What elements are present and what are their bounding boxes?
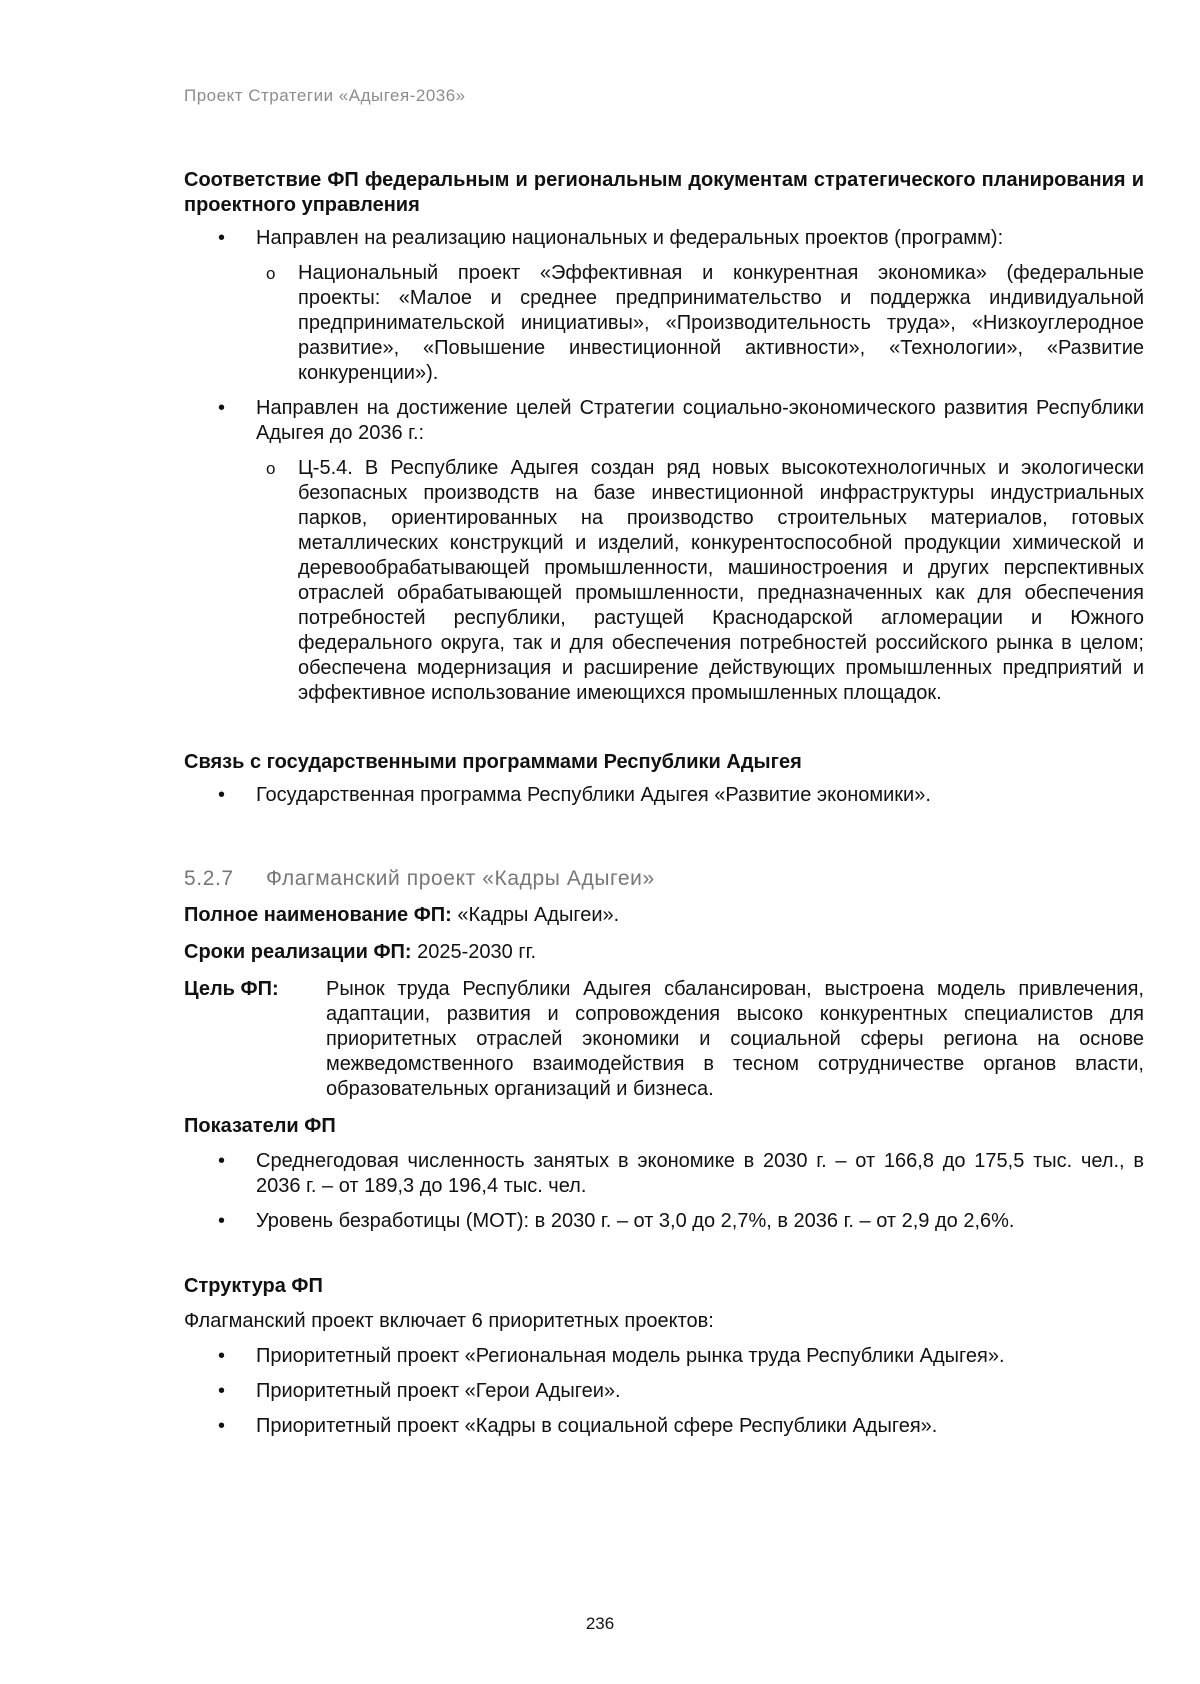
section-number: 5.2.7	[184, 867, 234, 890]
full-name-value: «Кадры Адыгеи».	[451, 904, 620, 926]
structure-list	[184, 1344, 1144, 1439]
list-item: • Уровень безработицы (МОТ): в 2030 г. – от 3,0 до 2,7%, в 2036 г. – от 2,9 до 2,6%.	[184, 1209, 1144, 1234]
sub-list-item: o Ц-5.4. В Республике Адыгея создан ряд новых высокотехнологичных и экологически безопасных производств на базе инвестиционной инфраструктуры индустриальных парков, ориентированных на производство строительных материалов, готовых металлических конструкций и изделий, конкурентоспособной продукции химической и деревообрабатывающей промышленности, машиностроения и других перспективных отраслей обрабатывающей промышленности, предназначенных как для обеспечения потребностей республики, растущей Краснодарской агломерации и Южного федерального округа, так и для обеспечения потребностей российского рынка в целом; обеспечена модернизация и расширение действующих промышленных предприятий и эффективное использование имеющихся промышленных площадок.	[184, 456, 1144, 706]
programs-heading: Связь с государственными программами Республики Адыгея	[184, 751, 802, 773]
list-item: • Приоритетный проект «Кадры в социальной сфере Республики Адыгея».	[184, 1414, 1144, 1439]
structure-intro: Флагманский проект включает 6 приоритетных проектов:	[184, 1310, 714, 1332]
compliance-heading: Соответствие ФП федеральным и региональным документам стратегического планирования и проектного управления	[184, 169, 1144, 216]
full-name-label: Полное наименование ФП:	[184, 904, 452, 926]
structure-heading: Структура ФП	[184, 1275, 323, 1297]
list-item: • Приоритетный проект «Герои Адыгеи».	[184, 1379, 1144, 1404]
section-title-text: Флагманский проект «Кадры Адыгеи»	[266, 867, 655, 890]
sub-list	[256, 456, 1144, 706]
goal-text: Рынок труда Республики Адыгея сбалансирован, выстроена модель привлечения, адаптации, развития и сопровождения высоко конкурентных специалистов для приоритетных отраслей экономики и социальной сферы региона на основе межведомственного взаимодействия в тесном сотрудничестве органов власти, образовательных организаций и бизнеса.	[326, 978, 1144, 1100]
list-item: • Приоритетный проект «Региональная модель рынка труда Республики Адыгея».	[184, 1344, 1144, 1369]
list-item: • Среднегодовая численность занятых в экономике в 2030 г. – от 166,8 до 175,5 тыс. чел., в 2036 г. – от 189,3 до 196,4 тыс. чел.	[184, 1149, 1144, 1199]
terms-label: Сроки реализации ФП:	[184, 941, 412, 963]
goal-block	[184, 977, 1144, 1102]
page-content	[184, 168, 1144, 1439]
sub-list-item: o Национальный проект «Эффективная и конкурентная экономика» (федеральные проекты: «Малое и среднее предпринимательство и поддержка индивидуальной предпринимательской инициативы», «Производительность труда», «Низкоуглеродное развитие», «Повышение инвестиционной активности», «Технологии», «Развитие конкуренции»).	[184, 261, 1144, 386]
full-name-line	[184, 903, 1144, 928]
sub-list	[256, 261, 1144, 386]
list-item	[184, 396, 1144, 706]
indicators-list	[184, 1149, 1144, 1234]
list-item-text: Направлен на реализацию национальных и федеральных проектов (программ):	[256, 227, 1004, 249]
list-item: • Государственная программа Республики Адыгея «Развитие экономики».	[184, 783, 1144, 808]
compliance-list	[184, 226, 1144, 706]
indicators-heading: Показатели ФП	[184, 1115, 336, 1137]
section-title	[184, 866, 1144, 891]
terms-value: 2025-2030 гг.	[411, 941, 537, 963]
terms-line	[184, 940, 1144, 965]
goal-label: Цель ФП:	[184, 978, 279, 1000]
page-number: 236	[585, 1614, 615, 1633]
list-item	[184, 226, 1144, 386]
programs-list	[184, 783, 1144, 808]
list-item-text: Направлен на достижение целей Стратегии социально-экономического развития Республики Адыгея до 2036 г.:	[256, 397, 1144, 444]
running-head: Проект Стратегии «Адыгея-2036»	[184, 86, 466, 105]
